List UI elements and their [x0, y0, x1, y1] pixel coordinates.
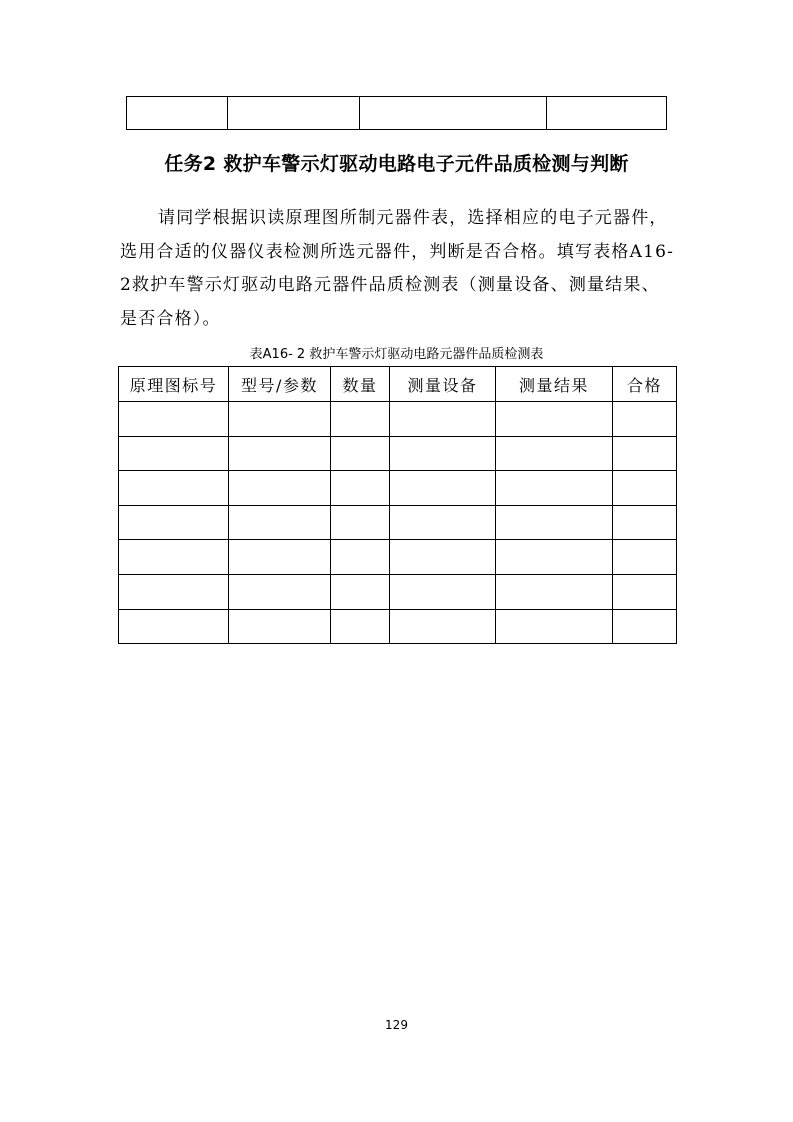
table-cell — [127, 97, 228, 130]
table-cell[interactable] — [496, 436, 613, 471]
instruction-text: 请同学根据识读原理图所制元器件表，选择相应的电子元器件，选用合适的仪器仪表检测所选元器件，判断是否合格。填写表格A16-2救护车警示灯驱动电路元器件品质检测表（测量设备、测量结果、是否合格）。 — [120, 208, 675, 329]
table-cell[interactable] — [613, 505, 677, 540]
table-cell[interactable] — [229, 574, 331, 609]
table-cell[interactable] — [119, 540, 229, 575]
header-equipment: 测量设备 — [390, 367, 496, 402]
table-cell[interactable] — [613, 402, 677, 437]
table-cell[interactable] — [331, 574, 390, 609]
page-number: 129 — [385, 1018, 408, 1032]
table-cell[interactable] — [496, 505, 613, 540]
table-cell[interactable] — [119, 609, 229, 644]
table-cell[interactable] — [229, 540, 331, 575]
table-cell[interactable] — [613, 436, 677, 471]
table-cell[interactable] — [229, 505, 331, 540]
table-header-row — [119, 367, 677, 402]
table-cell[interactable] — [613, 540, 677, 575]
table-cell[interactable] — [390, 540, 496, 575]
table-cell[interactable] — [613, 609, 677, 644]
header-result: 测量结果 — [496, 367, 613, 402]
table-cell[interactable] — [331, 436, 390, 471]
table-cell[interactable] — [390, 436, 496, 471]
header-schematic-label: 原理图标号 — [119, 367, 229, 402]
table-cell[interactable] — [496, 402, 613, 437]
table-cell[interactable] — [331, 505, 390, 540]
table-cell[interactable] — [119, 505, 229, 540]
table-cell[interactable] — [229, 402, 331, 437]
table-caption: 表A16- 2 救护车警示灯驱动电路元器件品质检测表 — [249, 347, 544, 362]
table-cell[interactable] — [119, 574, 229, 609]
previous-table-fragment — [126, 96, 667, 130]
header-quantity: 数量 — [331, 367, 390, 402]
header-model-param: 型号/参数 — [229, 367, 331, 402]
table-cell[interactable] — [496, 609, 613, 644]
header-qualified: 合格 — [613, 367, 677, 402]
table-row — [127, 97, 667, 130]
table-cell[interactable] — [613, 471, 677, 506]
section-heading: 任务2 救护车警示灯驱动电路电子元件品质检测与判断 — [164, 153, 629, 175]
table-cell[interactable] — [390, 574, 496, 609]
table-row — [119, 609, 677, 644]
table-cell[interactable] — [496, 574, 613, 609]
table-cell[interactable] — [331, 402, 390, 437]
table-cell[interactable] — [496, 540, 613, 575]
table-cell[interactable] — [331, 471, 390, 506]
table-cell — [228, 97, 360, 130]
table-cell[interactable] — [119, 471, 229, 506]
table-row — [119, 574, 677, 609]
table-cell[interactable] — [331, 540, 390, 575]
table-cell[interactable] — [229, 471, 331, 506]
table-row — [119, 471, 677, 506]
table-cell[interactable] — [331, 609, 390, 644]
table-row — [119, 436, 677, 471]
table-cell — [360, 97, 547, 130]
table-cell[interactable] — [496, 471, 613, 506]
inspection-table — [118, 366, 677, 644]
table-cell[interactable] — [229, 609, 331, 644]
table-cell[interactable] — [119, 436, 229, 471]
table-cell[interactable] — [229, 436, 331, 471]
table-cell[interactable] — [390, 609, 496, 644]
instruction-paragraph — [120, 202, 676, 336]
table-row — [119, 402, 677, 437]
table-cell[interactable] — [390, 471, 496, 506]
table-cell[interactable] — [390, 402, 496, 437]
table-cell[interactable] — [119, 402, 229, 437]
table-row — [119, 540, 677, 575]
table-cell — [547, 97, 667, 130]
table-cell[interactable] — [390, 505, 496, 540]
table-row — [119, 505, 677, 540]
table-cell[interactable] — [613, 574, 677, 609]
